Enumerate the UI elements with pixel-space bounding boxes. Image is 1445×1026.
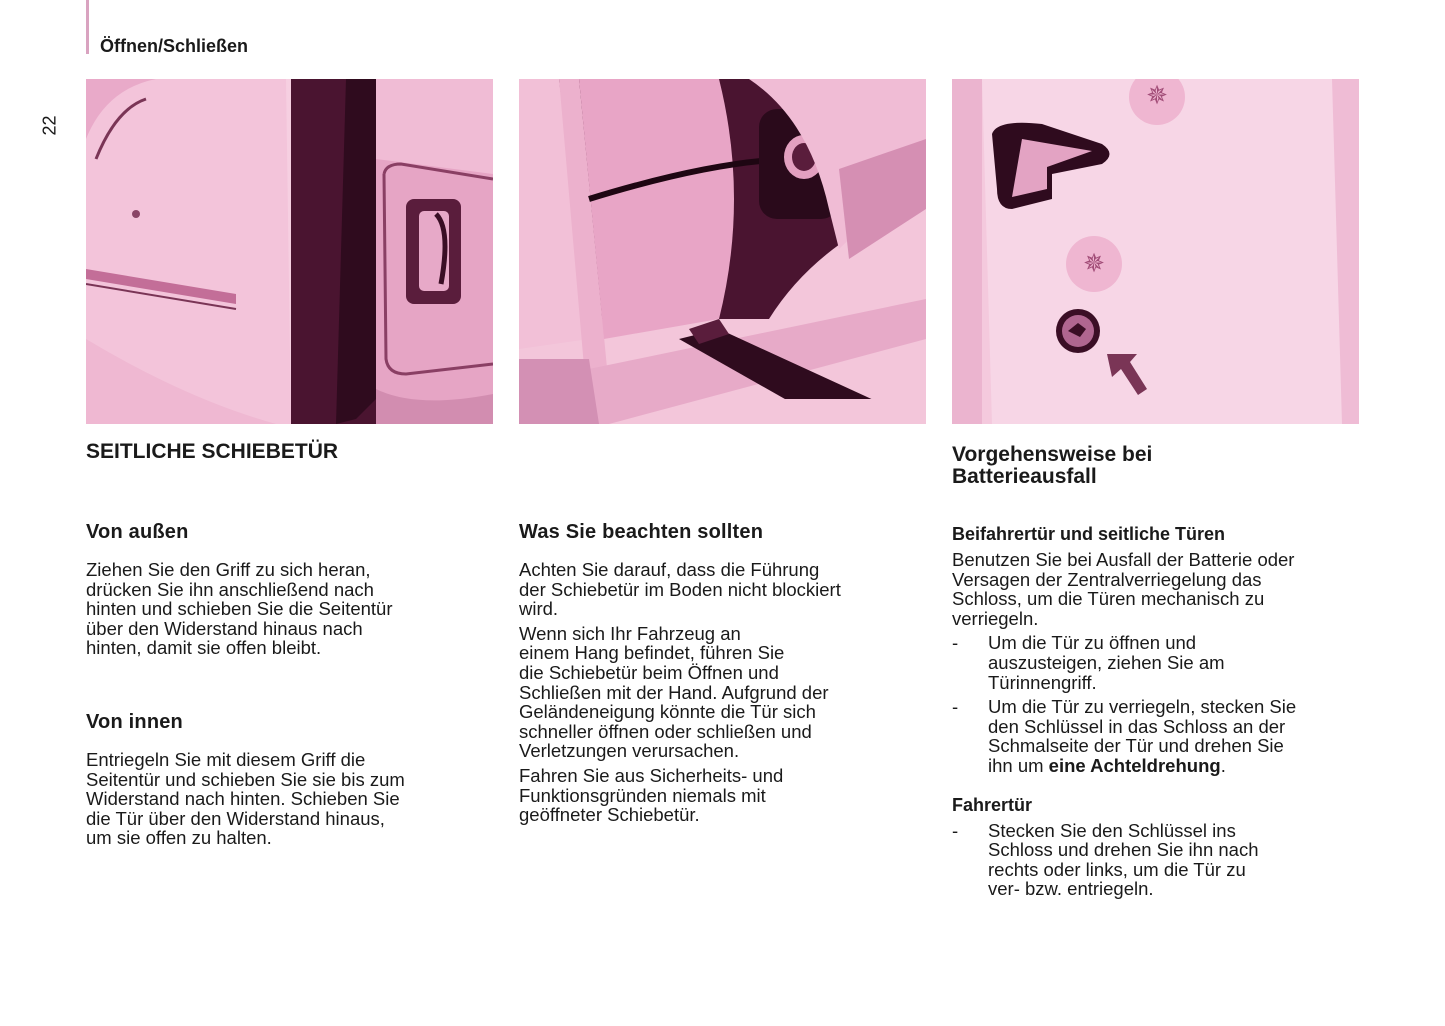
- text-line: hinten, damit sie offen bleibt.: [86, 637, 322, 659]
- text-line: geöffneter Schiebetür.: [519, 804, 700, 826]
- text-line: einem Hang befindet, führen Sie: [519, 642, 785, 664]
- sliding-door-guide-rail-illustration: [519, 79, 926, 424]
- text-line: der Schiebetür im Boden nicht blockiert: [519, 578, 841, 600]
- text-line: drücken Sie ihn anschließend nach: [86, 578, 374, 600]
- emphasis-eighth-turn: eine Achteldrehung: [1048, 754, 1221, 776]
- section-heading-battery-failure: [952, 444, 1360, 488]
- heading-line: Batterieausfall: [952, 465, 1097, 488]
- text-line: verriegeln.: [952, 607, 1039, 629]
- text-line: auszusteigen, ziehen Sie am: [988, 651, 1225, 673]
- paragraph-slope: [519, 624, 927, 761]
- text-line: über den Widerstand hinaus nach: [86, 617, 363, 639]
- text-line: wird.: [519, 598, 559, 620]
- bullet-driver-key: [952, 821, 1360, 899]
- subheading-from-inside: Von innen: [86, 710, 183, 733]
- text-line: Entriegeln Sie mit diesem Griff die: [86, 748, 366, 770]
- text-line: Schloss und drehen Sie ihn nach: [988, 839, 1259, 861]
- margin-rule: [86, 0, 89, 54]
- bullet-lock-door: [952, 697, 1360, 775]
- text-line: [988, 756, 1360, 776]
- paragraph-from-outside: [86, 560, 494, 658]
- text-line: Geländeneigung könnte die Tür sich: [519, 701, 816, 723]
- text-line: Achten Sie darauf, dass die Führung: [519, 559, 820, 580]
- text-line: Um die Tür zu öffnen und: [988, 632, 1197, 654]
- text-line: Fahren Sie aus Sicherheits- und: [519, 764, 784, 786]
- text-fragment: ihn um: [988, 754, 1049, 776]
- subheading-driver-door: Fahrertür: [952, 794, 1033, 815]
- paragraph-battery-failure: [952, 550, 1360, 628]
- text-line: Türinnengriff.: [988, 671, 1097, 693]
- column-sliding-door: [86, 440, 494, 848]
- text-line: hinten und schieben Sie die Seitentür: [86, 598, 393, 620]
- text-line: schneller öffnen oder schließen und: [519, 720, 812, 742]
- column-battery-failure: [952, 440, 1360, 899]
- door-lock-keyhole-illustration: [952, 79, 1359, 424]
- text-line: Schließen mit der Hand. Aufgrund der: [519, 681, 829, 703]
- paragraph-safety: [519, 766, 927, 825]
- text-line: die Tür über den Widerstand hinaus,: [86, 807, 385, 829]
- text-line: Seitentür und schieben Sie sie bis zum: [86, 768, 405, 790]
- bullet-dash: -: [952, 632, 959, 654]
- text-line: Wenn sich Ihr Fahrzeug an: [519, 622, 741, 644]
- sliding-door-handle-icon: [86, 79, 493, 424]
- column-notes: [519, 440, 927, 825]
- text-line: Ziehen Sie den Griff zu sich heran,: [86, 559, 371, 580]
- text-line: Versagen der Zentralverriegelung das: [952, 568, 1262, 590]
- text-line: Schmalseite der Tür und drehen Sie: [988, 735, 1284, 757]
- page-number: 22: [39, 115, 60, 136]
- guide-rail-icon: [519, 79, 926, 424]
- text-fragment: .: [1220, 754, 1226, 776]
- text-line: den Schlüssel in das Schloss an der: [988, 715, 1286, 737]
- text-line: Funktionsgründen niemals mit: [519, 784, 766, 806]
- text-line: rechts oder links, um die Tür zu: [988, 858, 1246, 880]
- text-line: Benutzen Sie bei Ausfall der Batterie oder: [952, 549, 1295, 570]
- text-line: Um die Tür zu verriegeln, stecken Sie: [988, 696, 1297, 718]
- text-line: die Schiebetür beim Öffnen und: [519, 661, 779, 683]
- text-line: Widerstand nach hinten. Schieben Sie: [86, 788, 400, 810]
- subheading-notes: Was Sie beachten sollten: [519, 521, 764, 543]
- heading-line: Vorgehensweise bei: [952, 443, 1153, 466]
- subheading-from-outside: Von außen: [86, 521, 189, 543]
- text-line: ver- bzw. entriegeln.: [988, 878, 1154, 900]
- paragraph-from-inside: [86, 750, 494, 848]
- text-line: um sie offen zu halten.: [86, 827, 272, 849]
- page-header-title: Öffnen/Schließen: [100, 36, 249, 56]
- bullet-dash: -: [952, 819, 959, 841]
- paragraph-guide-rail: [519, 560, 927, 619]
- section-heading-sliding-door: SEITLICHE SCHIEBETÜR: [86, 440, 339, 463]
- lock-keyhole-icon: [952, 79, 1359, 424]
- sliding-door-handle-illustration: [86, 79, 493, 424]
- subheading-passenger-doors: Beifahrertür und seitliche Türen: [952, 524, 1226, 544]
- bullet-open-door: [952, 633, 1360, 692]
- bullet-dash: -: [952, 696, 959, 718]
- text-line: Schloss, um die Türen mechanisch zu: [952, 588, 1265, 610]
- text-line: Verletzungen verursachen.: [519, 740, 740, 762]
- svg-text:✵: ✵: [1083, 249, 1105, 279]
- text-line: Stecken Sie den Schlüssel ins: [988, 819, 1236, 841]
- svg-text:✵: ✵: [1146, 81, 1168, 111]
